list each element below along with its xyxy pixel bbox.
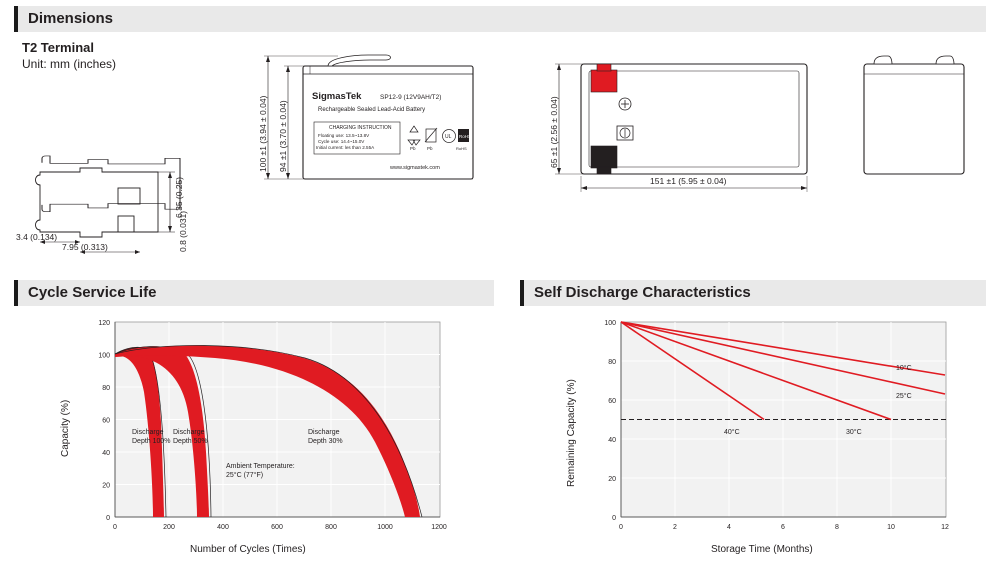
cycle-annotation-temp-line2: 25°C (77°F) — [226, 472, 264, 479]
unit-label: Unit: mm (inches) — [22, 57, 117, 71]
cycle-annotation-50-line2: Depth 50% — [173, 438, 208, 445]
battery-front-view — [258, 44, 513, 194]
svg-text:0: 0 — [619, 524, 623, 531]
cycle-annotation-30-line2: Depth 30% — [308, 438, 343, 445]
svg-text:40: 40 — [102, 450, 110, 457]
cycle-ylabel: Capacity (%) — [60, 399, 71, 457]
svg-text:0: 0 — [612, 515, 616, 522]
svg-text:200: 200 — [163, 524, 175, 531]
svg-text:80: 80 — [608, 359, 616, 366]
mark-pb-1: Pb — [410, 146, 416, 151]
battery-brand-label: SigmasTek — [312, 91, 362, 102]
cycle-annotation-30-line1: Discharge — [308, 429, 340, 436]
unit-block — [22, 40, 116, 71]
svg-text:20: 20 — [102, 482, 110, 490]
cycle-annotation-50-line1: Discharge — [173, 429, 205, 436]
svg-text:RoHS: RoHS — [456, 146, 467, 151]
battery-width-label: 65 ±1 (2.56 ± 0.04) — [549, 96, 559, 168]
battery-side-view — [850, 44, 980, 194]
svg-text:8: 8 — [835, 524, 839, 531]
charging-line-0: Floating use: 13.5~13.8V — [318, 133, 370, 138]
mark-rohs: RoHS — [459, 134, 472, 139]
svg-text:10: 10 — [887, 524, 895, 531]
self-discharge-chart — [546, 312, 986, 562]
series-label-25c: 25°C — [896, 393, 912, 400]
terminal-drawing — [10, 80, 230, 260]
series-label-30c: 30°C — [846, 429, 862, 436]
svg-text:100: 100 — [604, 320, 616, 327]
svg-text:40: 40 — [608, 437, 616, 444]
svg-text:0: 0 — [113, 524, 117, 531]
self-discharge-section-header: Self Discharge Characteristics — [520, 280, 986, 306]
series-label-10c: 10°C — [896, 365, 912, 372]
svg-text:12: 12 — [941, 524, 949, 531]
cycle-annotation-temp-line1: Ambient Temperature: — [226, 463, 295, 470]
svg-text:2: 2 — [673, 524, 677, 531]
battery-model-label: SP12-9 (12V9AH/T2) — [380, 94, 442, 101]
terminal-thickness-label: 0.8 (0.031) — [178, 210, 188, 252]
battery-website-label: www.sigmastek.com — [390, 165, 440, 171]
cycle-xlabel: Number of Cycles (Times) — [190, 544, 306, 555]
cycle-annotation-100-line2: Depth 100% — [132, 438, 171, 445]
svg-text:100: 100 — [98, 352, 110, 360]
svg-text:1000: 1000 — [377, 524, 393, 531]
battery-top-view — [545, 44, 845, 194]
self-xlabel: Storage Time (Months) — [711, 544, 813, 555]
charging-line-2: Initial current: les than 2.55A — [316, 145, 375, 150]
terminal-width-left-label: 3.4 (0.134) — [16, 232, 58, 242]
charging-line-1: Cycle use: 14.4~15.0V — [318, 139, 365, 144]
svg-text:120: 120 — [98, 320, 110, 327]
svg-text:60: 60 — [102, 417, 110, 425]
terminal-type-label: T2 Terminal — [22, 40, 95, 55]
cycle-annotation-100-line1: Discharge — [132, 429, 164, 436]
terminal-height-label: 6.35 (0.25) — [174, 176, 184, 218]
terminal-width-mid-label: 7.95 (0.313) — [62, 242, 108, 252]
svg-text:0: 0 — [106, 515, 110, 522]
svg-text:20: 20 — [608, 476, 616, 483]
svg-text:600: 600 — [271, 524, 283, 531]
charging-instruction-title: CHARGING INSTRUCTION — [329, 125, 392, 131]
battery-total-height-label: 100 ±1 (3.94 ± 0.04) — [258, 95, 268, 172]
battery-subtitle-label: Rechargeable Sealed Lead-Acid Battery — [318, 107, 426, 113]
svg-text:80: 80 — [102, 385, 110, 392]
cycle-service-life-section-header: Cycle Service Life — [14, 280, 494, 306]
battery-length-label: 151 ±1 (5.95 ± 0.04) — [650, 176, 727, 186]
svg-text:400: 400 — [217, 524, 229, 531]
svg-text:800: 800 — [325, 524, 337, 531]
svg-text:6: 6 — [781, 524, 785, 531]
svg-text:UL: UL — [445, 134, 452, 140]
self-ylabel: Remaining Capacity (%) — [566, 379, 577, 487]
cycle-service-life-chart — [40, 312, 480, 562]
series-label-40c: 40°C — [724, 429, 740, 436]
svg-text:1200: 1200 — [431, 524, 447, 531]
svg-text:60: 60 — [608, 398, 616, 405]
battery-case-height-label: 94 ±1 (3.70 ± 0.04) — [278, 100, 288, 172]
mark-pb-2: Pb — [427, 146, 433, 151]
dimensions-section-header: Dimensions — [14, 6, 986, 32]
svg-text:4: 4 — [727, 524, 731, 531]
